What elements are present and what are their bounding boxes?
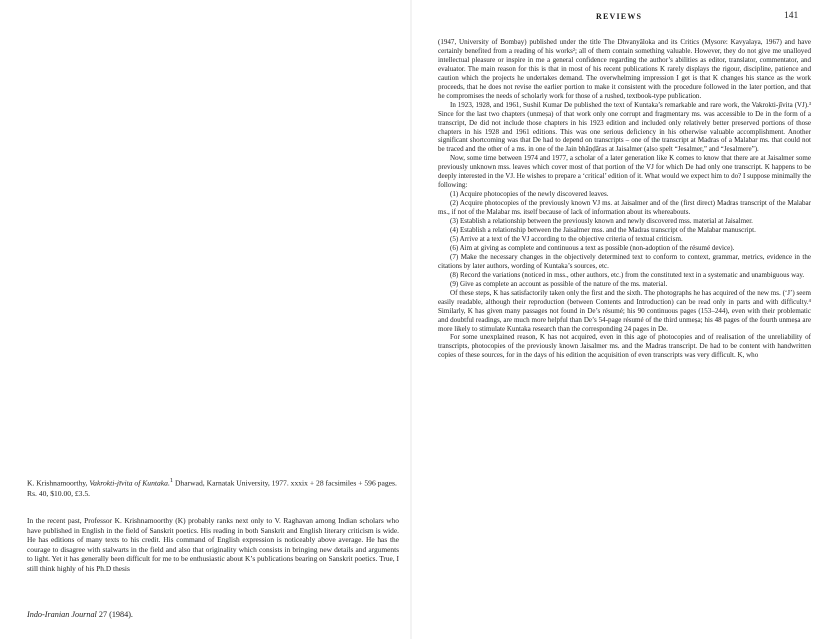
review-body <box>438 38 811 360</box>
right-page <box>412 0 828 639</box>
list-item: (9) Give as complete an account as possible of the nature of the ms. material. <box>450 279 668 288</box>
page-number: 141 <box>784 11 799 21</box>
list-item: (7) Make the necessary changes in the objectively determined text to conform to context, grammar, metrics, evidence in the citations by later authors, wording of Kuntaka’s sources, etc. <box>438 252 811 270</box>
running-head: REVIEWS <box>596 12 643 21</box>
journal-volume: 27 (1984). <box>98 610 133 619</box>
citation-footnote-mark: 1 <box>169 477 174 484</box>
left-page <box>0 0 412 639</box>
journal-name: Indo-Iranian Journal <box>27 610 97 619</box>
body-paragraph: Now, some time between 1974 and 1977, a scholar of a later generation like K comes to know that there are at Jaisalmer some previously unknown mss. leaves which cover most of that portion of the VJ for which De had only one transcript. K happens to be deeply interested in the VJ. He wishes to prepare a ‘critical’ edition of it. What would we expect him to do? I suppose minimally the following: <box>438 154 811 190</box>
list-item: (8) Record the variations (noticed in mss., other authors, etc.) from the constituted text in a systematic and unambiguous way. <box>450 270 805 279</box>
list-item: (6) Aim at giving as complete and continuous a text as possible (non-adoption of the résumé device). <box>450 243 735 252</box>
list-item: (5) Arrive at a text of the VJ according to the objective criteria of textual criticism. <box>450 234 683 243</box>
citation-author: K. Krishnamoorthy, <box>27 478 88 488</box>
list-item: (4) Establish a relationship between the Jaisalmer mss. and the Madras transcript of the Malabar manuscript. <box>450 226 756 235</box>
body-paragraph: (1947, University of Bombay) published under the title The Dhvanyāloka and its Critics (Mysore: Kavyalaya, 1967) and have certainly benefited from a reading of his works²; all of them contain something valuable. However, they do not give me unalloyed intellectual pleasure or inspire in me a general confidence regarding the author’s abilities as editor, translator, commentator, and evaluator. The main reason for this is that in most of his recent publications K rarely displays the rigour, discipline, patience and caution which the projects he undertakes demand. The overwhelming impression I get is that K changes his stance as the work proceeds, that he does not revise the earlier portion to make it consistent with the procedure followed in the later portion, and that he compromises the needs of scholarly work for those of a rushed, textbook-type publication. <box>438 38 811 100</box>
list-item: (1) Acquire photocopies of the newly discovered leaves. <box>450 190 609 199</box>
citation-title: Vakrokti-jīvita of Kuntaka. <box>89 478 170 488</box>
body-paragraph: In 1923, 1928, and 1961, Sushil Kumar De published the text of Kuntaka’s remarkable and rare work, the Vakrokti-jīvita (VJ).³ Since for the last two chapters (unmeṣa) of that work only one corrupt and fragmentary ms. was accessible to De in the form of a transcript, De did not include those chapters in his 1923 edition and included only relatively better preserved portions of those chapters in his 1928 and 1961 editions. This was one serious deficiency in his otherwise valuable accomplishment. Another significant shortcoming was that De had to depend on transcripts – one of the transcript at Madras of a Malabar ms. that could not be traced and the other of a ms. in one of the Jain bhāṇḍāras at Jaisalmer (also spelt “Jesalmer,” and “Jesalmere”). <box>438 100 811 154</box>
citation-details: Dharwad, Karnatak University, 1977. xxxix + 28 facsimiles + 596 pages. Rs. 40, $10.00, £3.5. <box>27 478 397 499</box>
body-paragraph: For some unexplained reason, K has not acquired, even in this age of photocopies and of realisation of the unreliability of transcripts, photocopies of the previously known Jaisalmer ms. and the Madras transcript. De had to be content with handwritten copies of these sources, for in the days of his edition the acquisition of even transcripts was very difficult. K, who <box>438 333 811 360</box>
review-opening-paragraph: In the recent past, Professor K. Krishnamoorthy (K) probably ranks next only to V. Raghavan among Indian scholars who have published in English in the field of Sanskrit poetics. His reading in both Sanskrit and English literary criticism is wide. He has editions of many texts to his credit. His command of English expression is noticeably above average. He has the courage to disagree with stalwarts in the field and also that originality which consists in bringing new details and arguments to light. Yet it has generally been difficult for me to be enthusiastic about K’s publications bearing on Sanskrit poetics. True, I still think highly of his Ph.D thesis <box>27 516 399 573</box>
journal-footer <box>27 610 133 619</box>
book-citation <box>27 476 399 500</box>
list-item: (2) Acquire photocopies of the previously known VJ ms. at Jaisalmer and of the (first direct) Madras transcript of the Malabar ms., if not of the Malabar ms. itself because of lack of information about its whereabouts. <box>438 199 811 217</box>
list-item: (3) Establish a relationship between the previously known and newly discovered mss. material at Jaisalmer. <box>450 217 753 226</box>
body-paragraph: Of these steps, K has satisfactorily taken only the first and the sixth. The photographs he has acquired of the new ms. (‘J’) seem easily readable, although their reproduction (between Contents and Introduction) can be read only in parts and with difficulty.⁴ Similarly, K has given many passages not found in De’s résumé; his 90 continuous pages (153–244), even with their problematic and doubtful readings, are much more helpful than De’s 54-page résumé of the third unmeṣa; his 48 pages of the fourth unmeṣa are more likely to stimulate Kuntaka research than the corresponding 24 pages in De. <box>438 288 811 333</box>
